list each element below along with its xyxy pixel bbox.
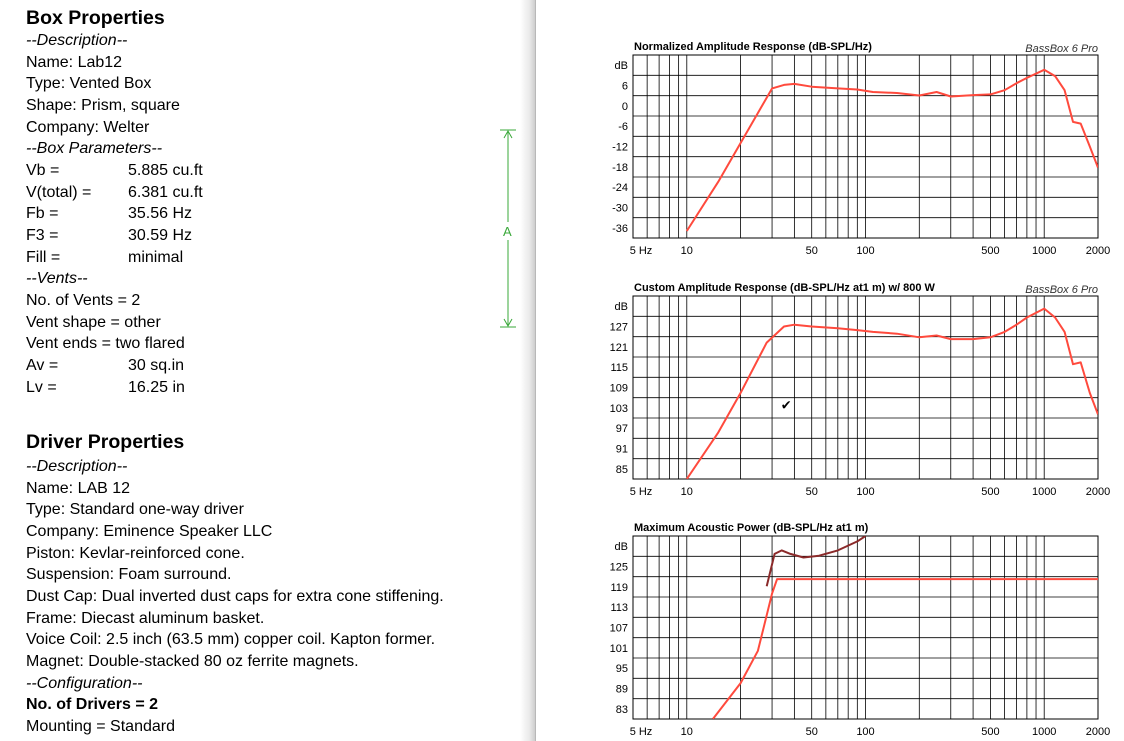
- y-axis-label: dB: [614, 60, 628, 73]
- x-tick-label: 500: [981, 486, 1000, 498]
- x-tick-label: 50: [805, 486, 818, 498]
- x-tick-label: 10: [680, 726, 693, 738]
- y-tick-label: -6: [618, 121, 628, 134]
- num-drivers: No. of Drivers = 2: [26, 696, 159, 713]
- driver-frame: Frame: Diecast aluminum basket.: [26, 610, 265, 627]
- config-header: --Configuration--: [26, 675, 143, 692]
- x-tick-label: 1000: [1031, 726, 1057, 738]
- box-company: Company: Welter: [26, 119, 150, 136]
- y-axis-label: dB: [614, 541, 628, 554]
- vent-shape: Vent shape = other: [26, 314, 161, 331]
- y-tick-label: 125: [609, 561, 628, 574]
- y-tick-label: 6: [621, 80, 628, 93]
- vent-param-label: Av =: [26, 357, 59, 374]
- y-tick-label: 115: [610, 362, 628, 375]
- param-label: Fb =: [26, 205, 59, 222]
- param-value: 5.885 cu.ft: [128, 162, 203, 179]
- driver-description-header: --Description--: [26, 458, 128, 475]
- x-tick-label: 2000: [1085, 245, 1111, 257]
- x-tick-label: 100: [856, 245, 875, 257]
- driver-voice-coil: Voice Coil: 2.5 inch (63.5 mm) copper coil. Kapton former.: [26, 631, 436, 648]
- y-tick-label: -30: [612, 202, 628, 215]
- x-tick-label: 5 Hz: [629, 245, 653, 257]
- y-tick-label: 0: [621, 100, 628, 113]
- param-value: 6.381 cu.ft: [128, 184, 203, 201]
- y-tick-label: -24: [612, 182, 628, 195]
- x-tick-label: 100: [856, 486, 875, 498]
- driver-type: Type: Standard one-way driver: [26, 501, 244, 518]
- y-tick-label: 121: [609, 341, 628, 354]
- x-tick-label: 1000: [1031, 486, 1057, 498]
- x-tick-label: 1000: [1031, 245, 1057, 257]
- driver-suspension: Suspension: Foam surround.: [26, 566, 232, 583]
- chart-3: [610, 522, 1111, 738]
- chart-brand: BassBox 6 Pro: [1025, 284, 1098, 296]
- param-value: 35.56 Hz: [128, 205, 193, 222]
- param-label: Vb =: [26, 162, 60, 179]
- param-label: Fill =: [26, 249, 61, 266]
- param-label: F3 =: [26, 227, 59, 244]
- x-tick-label: 10: [680, 486, 693, 498]
- x-tick-label: 50: [805, 245, 818, 257]
- vent-param-value: 16.25 in: [128, 379, 185, 396]
- y-tick-label: -36: [612, 222, 628, 235]
- box-properties-title: Box Properties: [26, 7, 165, 29]
- driver-mounting: Mounting = Standard: [26, 718, 175, 735]
- x-tick-label: 50: [805, 726, 818, 738]
- x-tick-label: 5 Hz: [629, 486, 653, 498]
- param-value: 30.59 Hz: [128, 227, 193, 244]
- y-tick-label: 101: [609, 642, 628, 655]
- box-params-header: --Box Parameters--: [26, 140, 163, 157]
- driver-company: Company: Eminence Speaker LLC: [26, 523, 273, 540]
- x-tick-label: 2000: [1085, 486, 1111, 498]
- y-tick-label: -12: [612, 141, 628, 154]
- x-tick-label: 100: [856, 726, 875, 738]
- y-tick-label: 119: [610, 581, 628, 594]
- driver-properties-title: Driver Properties: [26, 431, 185, 453]
- chart-title: Maximum Acoustic Power (dB-SPL/Hz at1 m): [634, 522, 869, 534]
- y-tick-label: 85: [615, 463, 628, 476]
- x-tick-label: 10: [680, 245, 693, 257]
- chart-2: [610, 282, 1111, 498]
- param-label: V(total) =: [26, 184, 92, 201]
- vents-header: --Vents--: [26, 270, 88, 287]
- chart-title: Custom Amplitude Response (dB-SPL/Hz at1 m) w/ 800 W: [634, 282, 935, 294]
- param-value: minimal: [128, 249, 184, 266]
- chart-1: [612, 41, 1110, 257]
- x-tick-label: 500: [981, 726, 1000, 738]
- dimension-a-label: A: [503, 224, 512, 239]
- y-tick-label: 83: [615, 703, 628, 716]
- x-tick-label: 2000: [1085, 726, 1111, 738]
- y-tick-label: 127: [609, 321, 628, 334]
- driver-piston: Piston: Kevlar-reinforced cone.: [26, 545, 245, 562]
- y-axis-label: dB: [614, 301, 628, 314]
- vent-param-value: 30 sq.in: [128, 357, 185, 374]
- y-tick-label: 97: [615, 423, 628, 436]
- box-shape: Shape: Prism, square: [26, 97, 180, 114]
- y-tick-label: 113: [610, 602, 628, 615]
- chart-brand: BassBox 6 Pro: [1025, 43, 1098, 55]
- y-tick-label: 103: [609, 402, 628, 415]
- y-tick-label: 91: [615, 443, 628, 456]
- driver-magnet: Magnet: Double-stacked 80 oz ferrite magnets.: [26, 653, 359, 670]
- x-tick-label: 5 Hz: [629, 726, 653, 738]
- y-tick-label: 109: [609, 382, 628, 395]
- y-tick-label: 107: [609, 622, 628, 635]
- checkmark-annotation: ✔: [780, 397, 792, 413]
- y-tick-label: 89: [615, 683, 628, 696]
- box-description-header: --Description--: [26, 32, 128, 49]
- driver-dust-cap: Dust Cap: Dual inverted dust caps for extra cone stiffening.: [26, 588, 444, 605]
- y-tick-label: 95: [615, 663, 628, 676]
- chart-title: Normalized Amplitude Response (dB-SPL/Hz): [634, 41, 872, 53]
- box-type: Type: Vented Box: [26, 75, 152, 92]
- y-tick-label: -18: [612, 161, 628, 174]
- box-name: Name: Lab12: [26, 54, 123, 71]
- vent-ends: Vent ends = two flared: [26, 335, 185, 352]
- vent-param-label: Lv =: [26, 379, 57, 396]
- vent-count: No. of Vents = 2: [26, 292, 141, 309]
- driver-name: Name: LAB 12: [26, 480, 131, 497]
- x-tick-label: 500: [981, 245, 1000, 257]
